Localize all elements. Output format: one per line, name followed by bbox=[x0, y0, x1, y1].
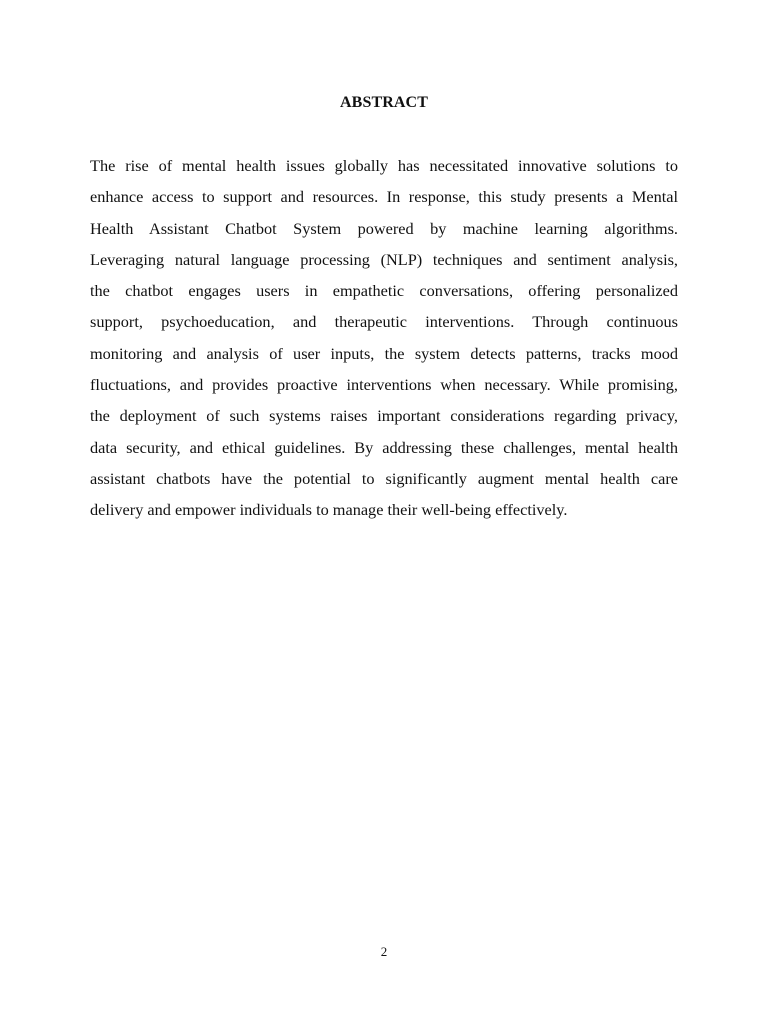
abstract-line: assistant chatbots have the potential to significantly augment mental health care bbox=[90, 468, 678, 488]
abstract-line: The rise of mental health issues globally has necessitated innovative solutions to bbox=[90, 156, 678, 175]
abstract-line: fluctuations, and provides proactive interventions when necessary. While promising, bbox=[90, 375, 678, 395]
abstract-line: the chatbot engages users in empathetic conversations, offering personalized bbox=[90, 281, 678, 301]
abstract-line: Leveraging natural language processing (NLP) techniques and sentiment analysis, bbox=[90, 249, 678, 269]
abstract-heading: ABSTRACT bbox=[340, 94, 428, 111]
page-number: 2 bbox=[380, 944, 388, 959]
abstract-line: monitoring and analysis of user inputs, the system detects patterns, tracks mood bbox=[90, 343, 678, 363]
abstract-line: data security, and ethical guidelines. By addressing these challenges, mental health bbox=[90, 437, 678, 457]
abstract-line: Health Assistant Chatbot System powered by machine learning algorithms. bbox=[90, 218, 678, 238]
abstract-line: enhance access to support and resources. In response, this study presents a Mental bbox=[90, 187, 678, 207]
abstract-paragraph bbox=[90, 150, 678, 526]
abstract-line: support, psychoeducation, and therapeutic interventions. Through continuous bbox=[90, 312, 678, 332]
abstract-line: delivery and empower individuals to manage their well-being effectively. bbox=[90, 500, 568, 520]
abstract-line: the deployment of such systems raises important considerations regarding privacy, bbox=[90, 406, 678, 426]
